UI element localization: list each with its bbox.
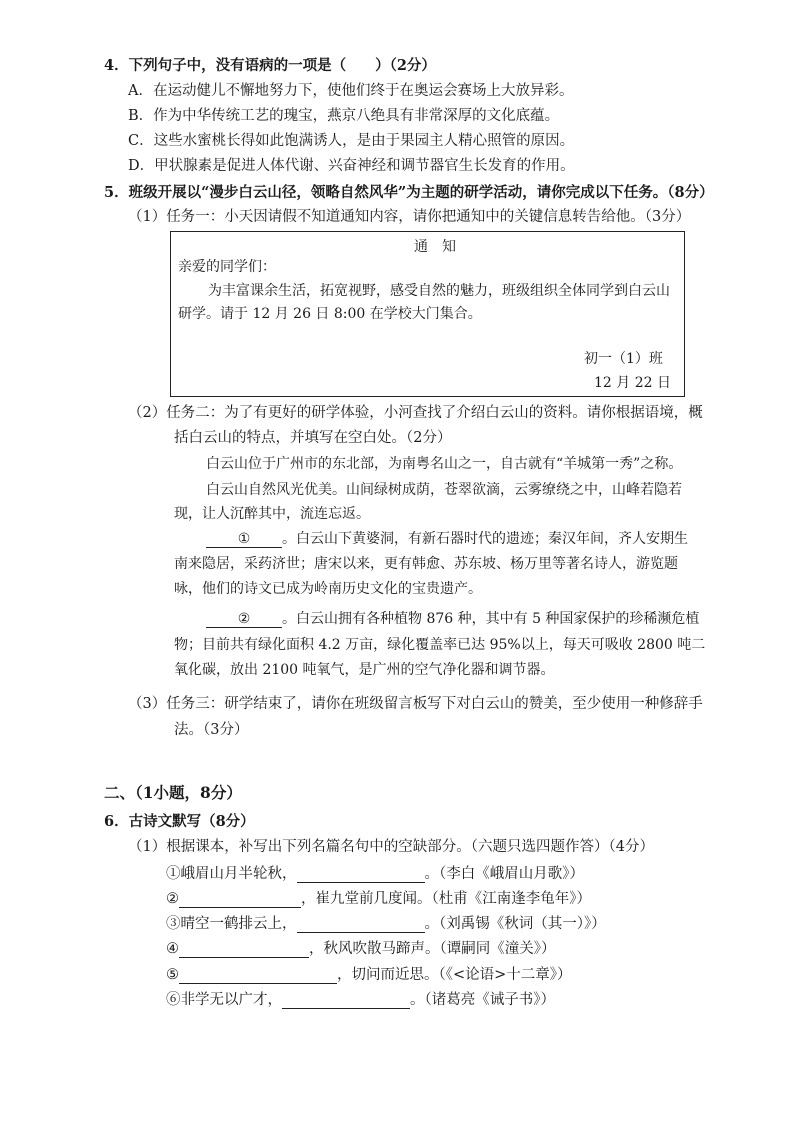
notice-body-line2: 研学。请于 12 月 26 日 8:00 在学校大门集合。 (178, 306, 482, 322)
poem-item-2: ② ，崔九堂前几度闻。（杜甫《江南逢李龟年》） (166, 891, 591, 907)
passage-p4-line3: 氧化碳，放出 2100 吨氧气，是广州的空气净化器和调节器。 (174, 662, 555, 678)
blank-2[interactable]: ② (206, 611, 282, 628)
notice-sign: 初一（1）班 (584, 351, 663, 367)
q4-option-d: D．甲状腺素是促进人体代谢、兴奋神经和调节器官生长发育的作用。 (128, 158, 575, 174)
poem-blank-5[interactable] (179, 967, 337, 984)
q5-task1: （1）任务一：小天因请假不知道通知内容，请你把通知中的关键信息转告给他。（3分） (128, 209, 691, 225)
q5-task3-line1: （3）任务三：研学结束了，请你在班级留言板写下对白云山的赞美，至少使用一种修辞手 (128, 696, 703, 712)
poem-item-6: ⑥非学无以广才， 。（诸葛亮《诫子书》） (166, 992, 555, 1008)
poem-blank-2[interactable] (179, 891, 301, 908)
passage-p1: 白云山位于广州市的东北部，为南粤名山之一，自古就有“羊城第一秀”之称。 (206, 456, 683, 472)
q4-option-b: B．作为中华传统工艺的瑰宝，燕京八绝具有非常深厚的文化底蕴。 (128, 108, 560, 124)
poem-blank-1[interactable] (297, 866, 425, 883)
poem-item-4: ④ ，秋风吹散马蹄声。（谭嗣同《潼关》） (166, 941, 556, 957)
q5-task2-line2: 括白云山的特点，并填写在空白处。（2分） (174, 430, 452, 446)
notice-body-line1: 为丰富课余生活，拓宽视野，感受自然的魅力，班级组织全体同学到白云山 (208, 283, 670, 299)
notice-title: 通 知 (414, 239, 456, 255)
passage-p2-line2: 现，让人沉醉其中，流连忘返。 (174, 506, 370, 522)
poem-blank-3[interactable] (297, 916, 425, 933)
q4-option-c: C．这些水蜜桃长得如此饱满诱人，是由于果园主人精心照管的原因。 (128, 133, 575, 149)
q4-stem: 4．下列句子中，没有语病的一项是（ ）（2分） (104, 57, 436, 74)
poem-item-3: ③晴空一鹤排云上， 。（刘禹锡《秋词（其一）》） (166, 916, 606, 932)
passage-p3-line1: ① 。白云山下黄婆洞，有新石器时代的遗迹；秦汉年间，齐人安期生 (206, 528, 688, 548)
poem-blank-4[interactable] (179, 941, 309, 958)
poem-item-1: ①峨眉山月半轮秋， 。（李白《峨眉山月歌》） (166, 866, 584, 882)
poem-item-5: ⑤ ，切问而近思。（《<论语>十二章》） (166, 967, 572, 983)
passage-p4-line2: 物；目前共有绿化面积 4.2 万亩，绿化覆盖率已达 95%以上，每天可吸收 2800 吨二 (174, 637, 706, 653)
notice-greeting: 亲爱的同学们： (178, 259, 276, 275)
passage-p4-line1: ② 。白云山拥有各种植物 876 种，其中有 5 种国家保护的珍稀濒危植 (206, 608, 699, 628)
passage-p3-line3: 咏，他们的诗文已成为岭南历史文化的宝贵遗产。 (174, 581, 482, 597)
q6-stem: 6．古诗文默写（8分） (104, 813, 255, 830)
poem-blank-6[interactable] (282, 992, 410, 1009)
notice-date: 12 月 22 日 (594, 375, 671, 391)
blank-1[interactable]: ① (206, 531, 282, 548)
q4-option-a: A．在运动健儿不懈地努力下，使他们终于在奥运会赛场上大放异彩。 (128, 83, 574, 99)
q5-task2-line1: （2）任务二：为了有更好的研学体验，小河查找了介绍白云山的资料。请你根据语境，概 (128, 405, 703, 421)
q5-stem: 5．班级开展以“漫步白云山径，领略自然风华”为主题的研学活动，请你完成以下任务。（8分） (104, 184, 714, 201)
q6-sub: （1）根据课本，补写出下列名篇名句中的空缺部分。（六题只选四题作答）（4分） (128, 839, 654, 855)
passage-p3-line2: 南来隐居，采药济世；唐宋以来，更有韩愈、苏东坡、杨万里等著名诗人，游览题 (174, 556, 678, 572)
q5-task3-line2: 法。（3分） (174, 722, 249, 738)
passage-p2-line1: 白云山自然风光优美。山间绿树成荫，苍翠欲滴，云雾缭绕之中，山峰若隐若 (206, 482, 682, 498)
section2-heading: 二、（1小题，8分） (104, 783, 242, 802)
